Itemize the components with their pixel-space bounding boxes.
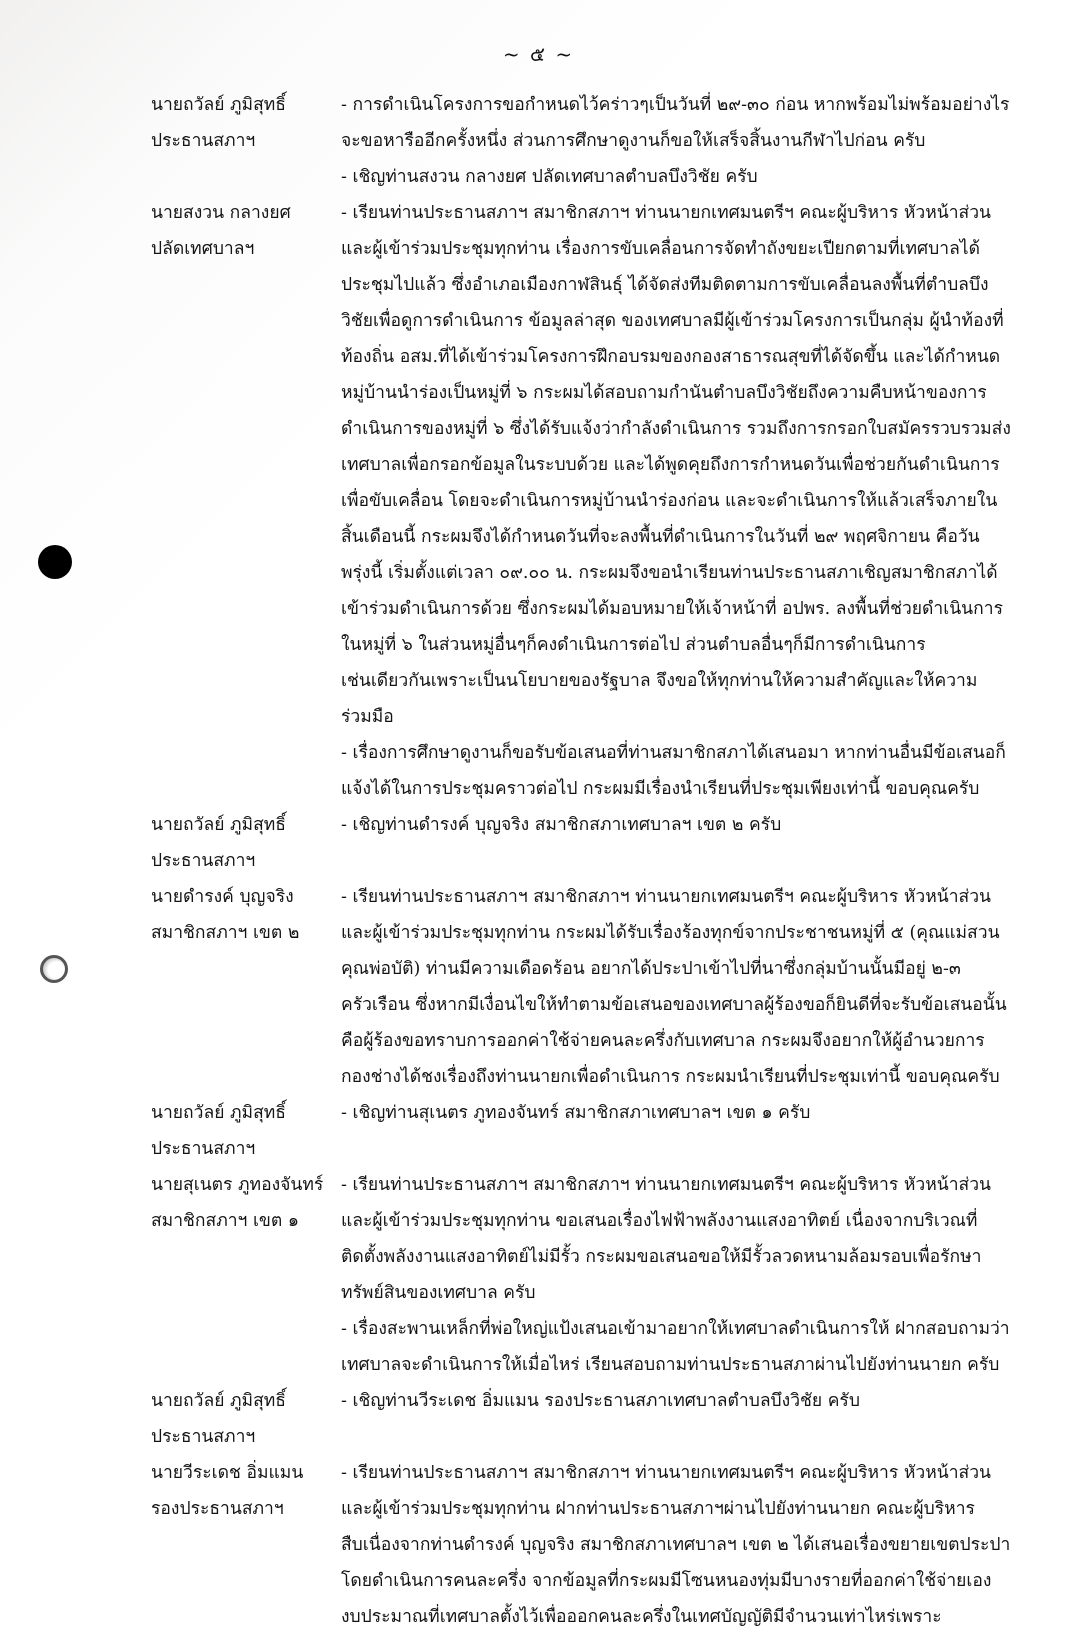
speaker-block bbox=[151, 195, 341, 267]
speaker-position: รองประธานสภาฯ bbox=[151, 1499, 284, 1519]
speech-line: - การดำเนินโครงการขอกำหนดไว้คร่าวๆเป็นวันที่ ๒๙-๓๐ ก่อน หากพร้อมไม่พร้อมอย่างไร bbox=[341, 95, 1010, 115]
speech-block bbox=[341, 807, 1001, 843]
speech-line: เทศบาลเพื่อกรอกข้อมูลในระบบด้วย และได้พูดคุยถึงการกำหนดวันเพื่อช่วยกันดำเนินการ bbox=[341, 455, 1000, 475]
minutes-entry bbox=[0, 1383, 1077, 1455]
speaker-position: สมาชิกสภาฯ เขต ๑ bbox=[151, 1211, 299, 1231]
speaker-name: นายสุเนตร ภูทองจันทร์ bbox=[151, 1175, 324, 1195]
speaker-name: นายดำรงค์ บุญจริง bbox=[151, 887, 294, 907]
page-number: ~ ๕ ~ bbox=[502, 42, 575, 66]
speech-line: - เรื่องการศึกษาดูงานก็ขอรับข้อเสนอที่ท่านสมาชิกสภาได้เสนอมา หากท่านอื่นมีข้อเสนอก็ bbox=[341, 743, 1006, 763]
speech-line: ในหมู่ที่ ๖ ในส่วนหมู่อื่นๆก็คงดำเนินการต่อไป ส่วนตำบลอื่นๆก็มีการดำเนินการ bbox=[341, 635, 926, 655]
speech-line: และผู้เข้าร่วมประชุมทุกท่าน ฝากท่านประธานสภาฯผ่านไปยังท่านนายก คณะผู้บริหาร bbox=[341, 1499, 975, 1519]
speaker-position: ประธานสภาฯ bbox=[151, 131, 256, 151]
speech-line: เข้าร่วมดำเนินการด้วย ซึ่งกระผมได้มอบหมายให้เจ้าหน้าที่ อปพร. ลงพื้นที่ช่วยดำเนินการ bbox=[341, 599, 1003, 619]
speech-line: และผู้เข้าร่วมประชุมทุกท่าน ขอเสนอเรื่องไฟฟ้าพลังงานแสงอาทิตย์ เนื่องจากบริเวณที่ bbox=[341, 1211, 978, 1231]
speech-line: กองช่างได้ชงเรื่องถึงท่านนายกเพื่อดำเนินการ กระผมนำเรียนที่ประชุมเท่านี้ ขอบคุณครับ bbox=[341, 1067, 1000, 1087]
speaker-block bbox=[151, 807, 341, 879]
speech-block bbox=[341, 195, 1011, 807]
speech-line: งบประมาณที่เทศบาลตั้งไว้เพื่อออกคนละครึ่งในเทศบัญญัติมีจำนวนเท่าไหร่เพราะ bbox=[341, 1607, 942, 1627]
speech-line: และผู้เข้าร่วมประชุมทุกท่าน เรื่องการขับเคลื่อนการจัดทำถังขยะเปียกตามที่เทศบาลได้ bbox=[341, 239, 980, 259]
speaker-block bbox=[151, 879, 341, 951]
speaker-name: นายถวัลย์ ภูมิสุทธิ์ bbox=[151, 1391, 286, 1411]
speech-line: ร่วมมือ bbox=[341, 707, 394, 727]
speech-block bbox=[341, 1095, 1001, 1131]
minutes-entry bbox=[0, 879, 1077, 1095]
speech-block bbox=[341, 1455, 1011, 1635]
speaker-name: นายถวัลย์ ภูมิสุทธิ์ bbox=[151, 1103, 286, 1123]
speech-line: เทศบาลจะดำเนินการให้เมื่อไหร่ เรียนสอบถามท่านประธานสภาผ่านไปยังท่านนายก ครับ bbox=[341, 1355, 1000, 1375]
speaker-position: สมาชิกสภาฯ เขต ๒ bbox=[151, 923, 300, 943]
speech-line: - เชิญท่านสุเนตร ภูทองจันทร์ สมาชิกสภาเทศบาลฯ เขต ๑ ครับ bbox=[341, 1103, 811, 1123]
speech-line: - เชิญท่านดำรงค์ บุญจริง สมาชิกสภาเทศบาลฯ เขต ๒ ครับ bbox=[341, 815, 782, 835]
speech-line: ท้องถิ่น อสม.ที่ได้เข้าร่วมโครงการฝึกอบรมของกองสาธารณสุขที่ได้จัดขึ้น และได้กำหนด bbox=[341, 347, 1001, 367]
speaker-block bbox=[151, 1383, 341, 1455]
speech-line: - เรียนท่านประธานสภาฯ สมาชิกสภาฯ ท่านนายกเทศมนตรีฯ คณะผู้บริหาร หัวหน้าส่วน bbox=[341, 203, 991, 223]
speech-line: สืบเนื่องจากท่านดำรงค์ บุญจริง สมาชิกสภาเทศบาลฯ เขต ๒ ได้เสนอเรื่องขยายเขตประปา bbox=[341, 1535, 1011, 1555]
minutes-entry bbox=[0, 807, 1077, 879]
speech-line: - เรียนท่านประธานสภาฯ สมาชิกสภาฯ ท่านนายกเทศมนตรีฯ คณะผู้บริหาร หัวหน้าส่วน bbox=[341, 887, 991, 907]
speech-line: พรุ่งนี้ เริ่มตั้งแต่เวลา ๐๙.๐๐ น. กระผมจึงขอนำเรียนท่านประธานสภาเชิญสมาชิกสภาได้ bbox=[341, 563, 998, 583]
speaker-name: นายสงวน กลางยศ bbox=[151, 203, 291, 223]
speaker-position: ประธานสภาฯ bbox=[151, 1427, 256, 1447]
minutes-entry bbox=[0, 87, 1077, 195]
speech-block bbox=[341, 879, 1007, 1095]
speech-line: - เรื่องสะพานเหล็กที่พ่อใหญ่แป้งเสนอเข้ามาอยากให้เทศบาลดำเนินการให้ ฝากสอบถามว่า bbox=[341, 1319, 1010, 1339]
speech-line: ประชุมไปแล้ว ซึ่งอำเภอเมืองกาฬสินธุ์ ได้จัดส่งทีมติดตามการขับเคลื่อนลงพื้นที่ตำบลบึง bbox=[341, 275, 989, 295]
speech-line: วิชัยเพื่อดูการดำเนินการ ข้อมูลล่าสุด ของเทศบาลมีผู้เข้าร่วมโครงการเป็นกลุ่ม ผู้นำท้องที่ bbox=[341, 311, 1004, 331]
speech-line: - เรียนท่านประธานสภาฯ สมาชิกสภาฯ ท่านนายกเทศมนตรีฯ คณะผู้บริหาร หัวหน้าส่วน bbox=[341, 1463, 991, 1483]
speech-line: เพื่อขับเคลื่อน โดยจะดำเนินการหมู่บ้านนำร่องก่อน และจะดำเนินการให้แล้วเสร็จภายใน bbox=[341, 491, 998, 511]
speech-line: - เรียนท่านประธานสภาฯ สมาชิกสภาฯ ท่านนายกเทศมนตรีฯ คณะผู้บริหาร หัวหน้าส่วน bbox=[341, 1175, 991, 1195]
speech-line: ดำเนินการของหมู่ที่ ๖ ซึ่งได้รับแจ้งว่ากำลังดำเนินการ รวมถึงการกรอกใบสมัครรวบรวมส่ง bbox=[341, 419, 1011, 439]
minutes-entry bbox=[0, 195, 1077, 807]
speech-line: และผู้เข้าร่วมประชุมทุกท่าน กระผมได้รับเรื่องร้องทุกข์จากประชาชนหมู่ที่ ๕ (คุณแม่สวน bbox=[341, 923, 1000, 943]
speech-block bbox=[341, 87, 1010, 195]
speaker-name: นายวีระเดช อิ่มแมน bbox=[151, 1463, 304, 1483]
speech-line: แจ้งได้ในการประชุมคราวต่อไป กระผมมีเรื่องนำเรียนที่ประชุมเพียงเท่านี้ ขอบคุณครับ bbox=[341, 779, 980, 799]
speaker-name: นายถวัลย์ ภูมิสุทธิ์ bbox=[151, 95, 286, 115]
speaker-position: ปลัดเทศบาลฯ bbox=[151, 239, 255, 259]
speaker-block bbox=[151, 1455, 341, 1527]
speech-line: ครัวเรือน ซึ่งหากมีเงื่อนไขให้ทำตามข้อเสนอของเทศบาลผู้ร้องขอก็ยินดีที่จะรับข้อเสนอนั้น bbox=[341, 995, 1007, 1015]
speech-line: จะขอหารืออีกครั้งหนึ่ง ส่วนการศึกษาดูงานก็ขอให้เสร็จสิ้นงานกีฬาไปก่อน ครับ bbox=[341, 131, 926, 151]
speech-line: ทรัพย์สินของเทศบาล ครับ bbox=[341, 1283, 536, 1303]
speech-line: โดยดำเนินการคนละครึ่ง จากข้อมูลที่กระผมมีโซนหนองทุ่มมีบางรายที่ออกค่าใช้จ่ายเอง bbox=[341, 1571, 992, 1591]
speaker-position: ประธานสภาฯ bbox=[151, 851, 256, 871]
minutes-entry bbox=[0, 1167, 1077, 1383]
speaker-block bbox=[151, 87, 341, 159]
speaker-position: ประธานสภาฯ bbox=[151, 1139, 256, 1159]
speech-line: - เชิญท่านสงวน กลางยศ ปลัดเทศบาลตำบลบึงวิชัย ครับ bbox=[341, 167, 758, 187]
minutes-entry bbox=[0, 1455, 1077, 1635]
minutes-entry bbox=[0, 1095, 1077, 1167]
speech-line: เช่นเดียวกันเพราะเป็นนโยบายของรัฐบาล จึงขอให้ทุกท่านให้ความสำคัญและให้ความ bbox=[341, 671, 978, 691]
speech-block bbox=[341, 1167, 1010, 1383]
meeting-minutes-body bbox=[0, 87, 1077, 1635]
speech-line: - เชิญท่านวีระเดช อิ่มแมน รองประธานสภาเทศบาลตำบลบึงวิชัย ครับ bbox=[341, 1391, 860, 1411]
speech-line: ติดตั้งพลังงานแสงอาทิตย์ไม่มีรั้ว กระผมขอเสนอขอให้มีรั้วลวดหนามล้อมรอบเพื่อรักษา bbox=[341, 1247, 982, 1267]
speech-line: หมู่บ้านนำร่องเป็นหมู่ที่ ๖ กระผมได้สอบถามกำนันตำบลบึงวิชัยถึงความคืบหน้าของการ bbox=[341, 383, 987, 403]
speaker-name: นายถวัลย์ ภูมิสุทธิ์ bbox=[151, 815, 286, 835]
speech-line: คุณพ่อบัติ) ท่านมีความเดือดร้อน อยากได้ประปาเข้าไปที่นาซึ่งกลุ่มบ้านนั้นมีอยู่ ๒-๓ bbox=[341, 959, 961, 979]
speech-block bbox=[341, 1383, 1001, 1419]
speech-line: คือผู้ร้องขอทราบการออกค่าใช้จ่ายคนละครึ่งกับเทศบาล กระผมจึงอยากให้ผู้อำนวยการ bbox=[341, 1031, 985, 1051]
speaker-block bbox=[151, 1095, 341, 1167]
speaker-block bbox=[151, 1167, 341, 1239]
speech-line: สิ้นเดือนนี้ กระผมจึงได้กำหนดวันที่จะลงพื้นที่ดำเนินการในวันที่ ๒๙ พฤศจิกายน คือวัน bbox=[341, 527, 980, 547]
